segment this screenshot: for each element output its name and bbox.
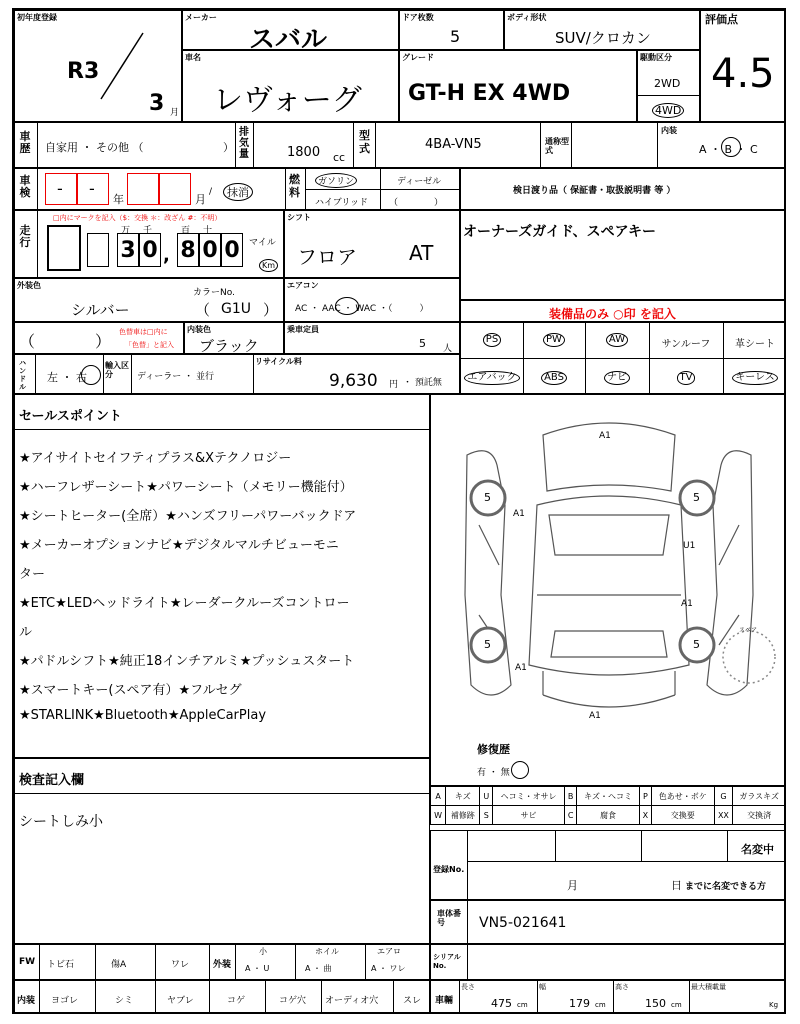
- mileage-cell: [14, 210, 284, 278]
- vin-cell: [430, 900, 786, 944]
- dimensions-cell: [430, 980, 786, 1014]
- first-registration-cell: [14, 10, 182, 122]
- year-unit: 年: [113, 193, 124, 206]
- legend-code: A: [431, 787, 446, 806]
- wheel-label: ホイル: [315, 947, 339, 956]
- sales-point-line: ★アイサイトセイフティプラス&Xテクノロジー: [19, 451, 292, 466]
- score-cell: [700, 10, 786, 122]
- color-no-label: カラーNo.: [193, 288, 235, 298]
- car-name-value: レヴォーグ: [213, 83, 362, 118]
- sales-point-line: ★パドルシフト★純正18インチアルミ★プッシュスタート: [19, 654, 355, 669]
- load-unit: Kg: [769, 1001, 779, 1009]
- tire-mark-rl: 5: [484, 638, 491, 651]
- handle-circle: [81, 365, 101, 385]
- int-wear: スレ: [403, 996, 422, 1006]
- grade-value: GT-H EX 4WD: [408, 81, 571, 106]
- first-reg-month: 3: [149, 91, 165, 116]
- reg-month-unit: 月: [567, 879, 578, 892]
- sales-point-line: ★シートヒーター(全席）★ハンズフリーパワーバックドア: [19, 509, 357, 524]
- interior-grade-options: A ・ B ・ C: [699, 143, 758, 156]
- length-unit: cm: [517, 1001, 528, 1009]
- width-unit: cm: [595, 1001, 606, 1009]
- handle-label: ハンドル: [19, 359, 26, 391]
- transmission-type: AT: [409, 241, 434, 265]
- mileage-mark-box: [47, 225, 81, 271]
- dash-2: -: [89, 179, 95, 198]
- slash: /: [209, 187, 213, 197]
- history-row: [14, 122, 786, 168]
- repair-history-label: 修復歴: [477, 743, 510, 756]
- unit-sen: 千: [143, 226, 153, 236]
- doors-value: 5: [450, 27, 461, 46]
- legend-code: B: [564, 787, 576, 806]
- reg-deadline-text: までに名変できる方: [685, 882, 767, 892]
- ac-circle: [335, 297, 359, 315]
- recycle-status: ・ 預託無: [403, 378, 442, 388]
- documents-cell: [460, 168, 786, 210]
- width-label: 幅: [539, 983, 546, 991]
- equipment-title: 装備品のみ ○印 を記入: [549, 307, 676, 321]
- color-change-cell: [14, 322, 184, 354]
- damage-mark-front: A1: [599, 431, 611, 441]
- inspection-label: 車検: [19, 174, 31, 199]
- small-label: 小: [259, 947, 267, 956]
- load-label: 最大積載量: [691, 983, 726, 991]
- legend-desc: ガラスキズ: [733, 787, 786, 806]
- car-name-cell: [182, 50, 399, 122]
- history-label: 車歴: [19, 130, 31, 155]
- mileage-digit-2: 3: [117, 233, 139, 267]
- legend-desc: 交換要: [652, 806, 714, 825]
- fuel-diesel: ディーゼル: [397, 177, 442, 187]
- fw-chip: トビ石: [47, 960, 75, 970]
- equip-navi-circled: ナビ: [604, 371, 630, 385]
- car-diagram: [431, 395, 786, 735]
- grade-label: グレード: [402, 53, 434, 62]
- capacity-value: 5: [419, 337, 426, 350]
- interior-color-label: 内装色: [187, 325, 211, 334]
- inspector-note-text: シートしみ小: [19, 814, 103, 830]
- spare-label: スペア: [739, 627, 758, 634]
- damage-mark-rear: A1: [589, 711, 601, 721]
- displacement-value: 1800: [287, 145, 321, 160]
- serial-cell: [430, 944, 786, 980]
- interior-color-value: ブラック: [199, 337, 259, 354]
- doors-cell: [399, 10, 504, 50]
- damage-mark-right-rear: A1: [681, 599, 693, 609]
- aero-label: エアロ: [377, 947, 401, 956]
- mileage-digit-4: 8: [177, 233, 199, 267]
- color-change-note-1: 色替車は□内に: [119, 328, 168, 336]
- height-value: 150: [645, 997, 666, 1010]
- recycle-label: リサイクル料: [255, 357, 302, 366]
- damage-mark-left-front: A1: [513, 509, 525, 519]
- fw-exterior-row: [14, 944, 430, 980]
- sales-point-line: ★メーカーオプションナビ★デジタルマルチビューモニ: [19, 538, 339, 553]
- change-close: ）: [95, 332, 112, 351]
- reg-day-unit: 日: [671, 879, 682, 892]
- equip-aw-circled: AW: [606, 333, 628, 347]
- legend-code: C: [564, 806, 576, 825]
- unit-man: 万: [121, 226, 131, 236]
- repair-history-options: 有 ・ 無: [477, 768, 510, 778]
- equipment-title-cell: [460, 300, 786, 322]
- int-burn-hole: コゲ穴: [279, 996, 307, 1006]
- usage-close: ）: [223, 141, 234, 154]
- legend-code: W: [431, 806, 446, 825]
- inspection-month-box-2: [159, 173, 191, 205]
- fuel-label: 燃料: [289, 173, 300, 199]
- sales-point-line: ★ハーフレザーシート★パワーシート（メモリー機能付）: [19, 480, 353, 495]
- car-diagram-cell: [430, 394, 786, 786]
- legend-desc: サビ: [493, 806, 565, 825]
- exterior-label: 外装: [213, 960, 232, 970]
- repair-circle: [511, 761, 529, 779]
- sales-point-line: ター: [19, 567, 46, 582]
- grade-cell: [399, 50, 637, 122]
- mileage-digit-3: 0: [139, 233, 161, 267]
- fw-label: FW: [19, 957, 36, 967]
- equip-ps-circled: PS: [483, 333, 501, 347]
- fuel-gasoline-circled: ガソリン: [315, 173, 357, 188]
- legend-desc: 補修跡: [446, 806, 480, 825]
- legend-code: X: [639, 806, 651, 825]
- interior-color-cell: [184, 322, 284, 354]
- car-name-label: 車名: [185, 53, 201, 62]
- serial-label: シリアルNo.: [433, 953, 461, 970]
- vin-label: 車体番号: [437, 909, 461, 927]
- int-stain: シミ: [115, 996, 134, 1006]
- body-type-cell: [504, 10, 700, 50]
- recycle-amount: 9,630: [329, 371, 378, 391]
- equip-keyless-circled: キーレス: [732, 371, 778, 385]
- interior-grade-circle: [721, 137, 741, 157]
- damage-mark-left-rear: A1: [515, 663, 527, 673]
- legend-desc: 色あせ・ボケ: [652, 787, 714, 806]
- first-reg-label: 初年度登録: [17, 13, 57, 22]
- width-value: 179: [569, 997, 590, 1010]
- color-change-note-2: 「色替」と記入: [125, 341, 174, 349]
- import-options: ディーラー ・ 並行: [137, 372, 215, 382]
- model-value: 4BA-VN5: [425, 137, 482, 152]
- displacement-label: 排気量: [239, 127, 249, 160]
- ac-cell: [284, 278, 460, 322]
- legend-desc: 腐食: [577, 806, 639, 825]
- ac-options: AC ・ AAC ・ WAC ・（ ）: [295, 304, 429, 314]
- legend-desc: 交換済: [733, 806, 786, 825]
- length-value: 475: [491, 997, 512, 1010]
- month-unit: 月: [170, 108, 180, 118]
- sales-point-line: ★STARLINK★Bluetooth★AppleCarPlay: [19, 708, 267, 723]
- equipment-grid: [460, 322, 786, 394]
- maker-value: スバル: [249, 25, 328, 50]
- fuel-other: （ ）: [389, 198, 444, 208]
- body-type-label: ボディ形状: [507, 13, 547, 22]
- tire-mark-fl: 5: [484, 491, 491, 504]
- int-audio-hole: オーディオ穴: [325, 996, 379, 1006]
- registration-cell: [430, 830, 786, 900]
- shift-cell: [284, 210, 460, 278]
- mileage-note: □内にマークを記入（$：交換 ＊：改ざん #：不明）: [53, 214, 222, 222]
- mileage-digit-1: [87, 233, 109, 267]
- unit-hyaku: 百: [181, 226, 191, 236]
- color-no-open: （: [195, 301, 211, 319]
- equip-pw-circled: PW: [543, 333, 565, 347]
- tire-mark-rr: 5: [693, 638, 700, 651]
- shift-label: シフト: [287, 213, 311, 222]
- sales-points-cell: [14, 394, 430, 758]
- recycle-unit: 円: [389, 380, 399, 390]
- sales-point-line: ★スマートキー(スペア有）★フルセグ: [19, 683, 242, 698]
- tire-mark-fr: 5: [693, 491, 700, 504]
- body-type-value: SUV/クロカン: [555, 29, 651, 47]
- height-unit: cm: [671, 1001, 682, 1009]
- cancelled-status: 抹消: [223, 183, 253, 201]
- dash-1: -: [57, 179, 63, 198]
- import-label: 輸入区分: [105, 361, 129, 379]
- inspection-row: [14, 168, 460, 210]
- sales-points-title: セールスポイント: [19, 409, 122, 424]
- legend-code: G: [714, 787, 733, 806]
- int-tear: ヤブレ: [167, 996, 194, 1006]
- exterior-color-label: 外装色: [17, 281, 41, 290]
- thousands-comma: ,: [163, 245, 170, 266]
- int-dirt: ヨゴレ: [51, 996, 79, 1006]
- interior-grade-label: 内装: [661, 126, 677, 135]
- dimensions-label: 車輛: [435, 996, 454, 1006]
- exterior-color-value: シルバー: [71, 301, 130, 319]
- mile-label: マイル: [249, 238, 276, 248]
- legend-code: XX: [714, 806, 733, 825]
- color-no-close: ）: [263, 301, 279, 319]
- interior-damage-row: [14, 980, 430, 1014]
- int-burn: コゲ: [227, 996, 246, 1006]
- score-value: 4.5: [711, 51, 775, 97]
- equip-leather: 革シート: [735, 339, 775, 350]
- aero-options: A ・ ワレ: [371, 964, 406, 973]
- capacity-unit: 人: [443, 344, 453, 354]
- mileage-digit-6: 0: [221, 233, 243, 267]
- score-label: 評価点: [705, 13, 738, 26]
- small-options: A ・ U: [245, 964, 270, 973]
- capacity-label: 乗車定員: [287, 325, 319, 334]
- legend-desc: ヘコミ・オサレ: [493, 787, 565, 806]
- length-label: 長さ: [461, 983, 475, 991]
- legend-code: U: [480, 787, 493, 806]
- drive-cell: [637, 50, 700, 122]
- sales-point-line: ル: [19, 625, 33, 640]
- name-change-label: 名変中: [741, 843, 774, 856]
- handle-row: [14, 354, 460, 394]
- ac-label: エアコン: [287, 281, 319, 290]
- damage-legend: [430, 786, 786, 825]
- registration-label: 登録No.: [433, 865, 465, 874]
- equip-tv-circled: TV: [677, 371, 696, 385]
- first-reg-era: R3: [67, 59, 100, 84]
- drive-label: 駆動区分: [640, 53, 672, 62]
- documents-text: 検日渡り品（ 保証書・取扱説明書 等 ）: [513, 186, 676, 196]
- fw-crack: ワレ: [171, 960, 190, 970]
- inspection-month-box-1: [127, 173, 159, 205]
- mileage-digit-5: 0: [199, 233, 221, 267]
- fw-scratch: 傷A: [111, 960, 127, 970]
- color-no-value: G1U: [221, 301, 252, 317]
- fuel-hybrid: ハイブリッド: [315, 198, 369, 208]
- maker-label: メーカー: [185, 13, 217, 22]
- legend-code: P: [639, 787, 651, 806]
- accessories-cell: [460, 210, 786, 300]
- exterior-color-cell: [14, 278, 284, 322]
- model-label: 型式: [359, 129, 370, 155]
- auction-sheet: [12, 8, 786, 1014]
- displacement-unit: cc: [333, 151, 346, 164]
- month-unit-2: 月: [195, 193, 206, 206]
- drive-2wd: 2WD: [654, 77, 681, 90]
- legend-desc: キズ: [446, 787, 480, 806]
- legend-desc: キズ・ヘコミ: [577, 787, 639, 806]
- mileage-label: 走行: [19, 224, 31, 249]
- km-label-circled: Km: [259, 259, 278, 272]
- handle-side: 左 ・ 右: [47, 371, 87, 384]
- vin-value: VN5-021641: [479, 915, 567, 931]
- unit-juu: 十: [203, 226, 213, 236]
- doors-label: ドア枚数: [402, 13, 434, 22]
- sales-point-line: ★ETC★LEDヘッドライト★レーダークルーズコントロー: [19, 596, 350, 611]
- height-label: 高さ: [615, 983, 629, 991]
- damage-mark-right-door: U1: [683, 541, 696, 551]
- inspector-notes-title: 検査記入欄: [19, 773, 85, 788]
- maker-cell: [182, 10, 399, 50]
- usage-options: 自家用 ・ その他 （: [45, 141, 144, 154]
- interior-damage-label: 内装: [17, 996, 36, 1006]
- legend-code: S: [480, 806, 493, 825]
- capacity-cell: [284, 322, 460, 354]
- common-model-label: 通称型式: [545, 137, 569, 155]
- equip-sunroof: サンルーフ: [661, 339, 711, 350]
- accessories-text: オーナーズガイド、スペアキー: [463, 224, 657, 240]
- wheel-options: A ・ 曲: [305, 964, 332, 973]
- equip-airbag-circled: エアバック: [464, 371, 519, 385]
- drive-4wd-circled: 4WD: [652, 103, 684, 118]
- change-open: （: [19, 332, 36, 351]
- date-slash: [97, 31, 147, 101]
- equip-abs-circled: ABS: [541, 371, 567, 385]
- shift-type: フロア: [297, 245, 357, 269]
- inspector-notes-cell: [14, 758, 430, 944]
